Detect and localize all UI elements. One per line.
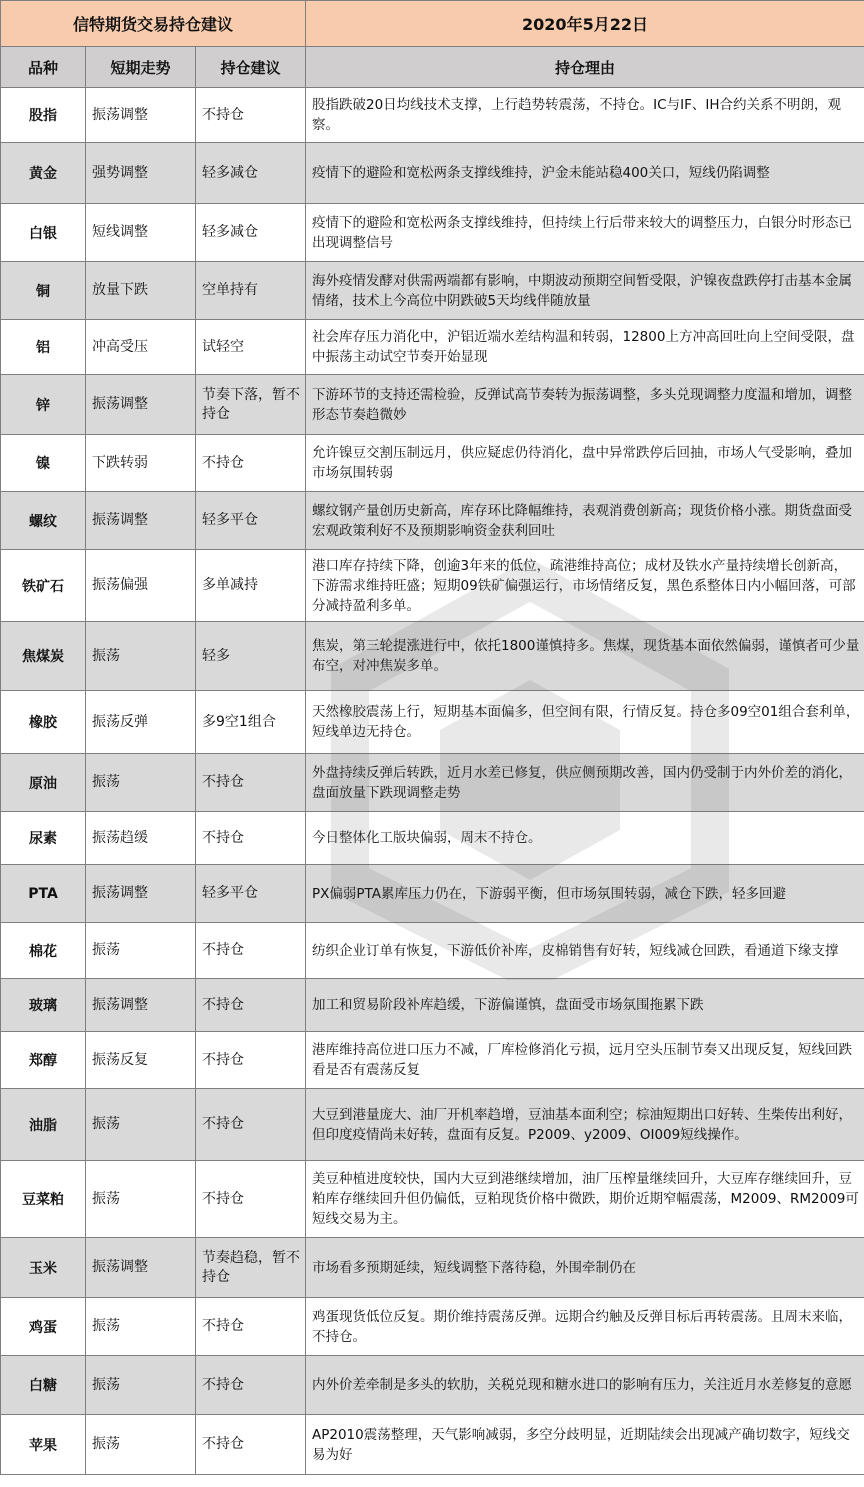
advice-cell: 不持仓: [196, 1415, 306, 1475]
variety-cell: 鸡蛋: [1, 1298, 86, 1356]
advice-cell: 多9空1组合: [196, 691, 306, 754]
trend-cell: 振荡调整: [86, 979, 196, 1032]
advice-cell: 不持仓: [196, 754, 306, 812]
table-row: [1, 1089, 864, 1161]
reason-cell: 疫情下的避险和宽松两条支撑线维持，沪金未能站稳400关口，短线仍陷调整: [306, 143, 864, 204]
table-row: [1, 88, 864, 143]
trend-cell: 振荡调整: [86, 375, 196, 435]
advice-cell: 不持仓: [196, 1089, 306, 1161]
trend-cell: 振荡反复: [86, 1032, 196, 1089]
table-row: [1, 550, 864, 622]
variety-cell: 尿素: [1, 812, 86, 865]
variety-cell: 铁矿石: [1, 550, 86, 622]
advice-cell: 不持仓: [196, 1161, 306, 1238]
table-row: [1, 923, 864, 979]
table-row: [1, 143, 864, 204]
trend-cell: 下跌转弱: [86, 435, 196, 492]
trend-cell: 振荡调整: [86, 88, 196, 143]
trend-cell: 振荡趋缓: [86, 812, 196, 865]
variety-cell: 棉花: [1, 923, 86, 979]
trend-cell: 振荡调整: [86, 492, 196, 550]
trend-cell: 振荡调整: [86, 865, 196, 923]
advice-cell: 多单减持: [196, 550, 306, 622]
advice-cell: 不持仓: [196, 1032, 306, 1089]
variety-cell: 白糖: [1, 1356, 86, 1415]
variety-cell: 玻璃: [1, 979, 86, 1032]
variety-cell: 原油: [1, 754, 86, 812]
trend-cell: 强势调整: [86, 143, 196, 204]
reason-cell: 纺织企业订单有恢复，下游低价补库，皮棉销售有好转，短线减仓回跌，看通道下缘支撑: [306, 923, 864, 979]
table-row: [1, 1298, 864, 1356]
header-trend: 短期走势: [86, 47, 196, 88]
trend-cell: 振荡: [86, 1161, 196, 1238]
table-row: [1, 979, 864, 1032]
reason-cell: 大豆到港量庞大、油厂开机率趋增，豆油基本面利空；棕油短期出口好转、生柴传出利好，但印度疫情尚未好转，盘面有反复。P2009、y2009、OI009短线操作。: [306, 1089, 864, 1161]
advice-cell: 不持仓: [196, 435, 306, 492]
advice-cell: 节奏趋稳，暂不持仓: [196, 1238, 306, 1298]
reason-cell: 螺纹钢产量创历史新高，库存环比降幅维持，表观消费创新高；现货价格小涨。期货盘面受宏观政策利好不及预期影响资金获利回吐: [306, 492, 864, 550]
table-row: [1, 492, 864, 550]
header-advice: 持仓建议: [196, 47, 306, 88]
table-row: [1, 1161, 864, 1238]
reason-cell: 内外价差牵制是多头的软肋，关税兑现和糖水进口的影响有压力，关注近月水差修复的意愿: [306, 1356, 864, 1415]
table-row: [1, 691, 864, 754]
header-reason: 持仓理由: [306, 47, 864, 88]
table-row: [1, 622, 864, 691]
table-row: [1, 865, 864, 923]
table-row: [1, 262, 864, 320]
advice-cell: 不持仓: [196, 88, 306, 143]
reason-cell: PX偏弱PTA累库压力仍在，下游弱平衡，但市场氛围转弱，减仓下跌，轻多回避: [306, 865, 864, 923]
table-row: [1, 320, 864, 375]
table-row: [1, 1032, 864, 1089]
trend-cell: 短线调整: [86, 204, 196, 262]
table-row: [1, 204, 864, 262]
trend-cell: 振荡: [86, 622, 196, 691]
reason-cell: 美豆种植进度较快，国内大豆到港继续增加，油厂压榨量继续回升，大豆库存继续回升，豆粕库存继续回升但仍偏低，豆粕现货价格中微跌，期价近期窄幅震荡，M2009、RM2009可短线交易为主。: [306, 1161, 864, 1238]
variety-cell: 焦煤炭: [1, 622, 86, 691]
variety-cell: 油脂: [1, 1089, 86, 1161]
reason-cell: 股指跌破20日均线技术支撑，上行趋势转震荡，不持仓。IC与IF、IH合约关系不明朗，观察。: [306, 88, 864, 143]
reason-cell: 港口库存持续下降，创逾3年来的低位，疏港维持高位；成材及铁水产量持续增长创新高，下游需求维持旺盛；短期09铁矿偏强运行，市场情绪反复，黑色系整体日内小幅回落，可部分减持盈利多单。: [306, 550, 864, 622]
table-row: [1, 1238, 864, 1298]
trend-cell: 振荡: [86, 1298, 196, 1356]
title-row: [1, 1, 864, 47]
advice-cell: 轻多减仓: [196, 204, 306, 262]
report-title: 信特期货交易持仓建议: [1, 1, 306, 47]
trend-cell: 振荡调整: [86, 1238, 196, 1298]
trend-cell: 振荡反弹: [86, 691, 196, 754]
report-date: 2020年5月22日: [306, 1, 864, 47]
advice-cell: 不持仓: [196, 1356, 306, 1415]
trend-cell: 振荡: [86, 923, 196, 979]
reason-cell: 外盘持续反弹后转跌，近月水差已修复，供应侧预期改善，国内仍受制于内外价差的消化，盘面放量下跌现调整走势: [306, 754, 864, 812]
table-row: [1, 754, 864, 812]
variety-cell: 橡胶: [1, 691, 86, 754]
variety-cell: 股指: [1, 88, 86, 143]
reason-cell: 焦炭，第三轮提涨进行中，依托1800谨慎持多。焦煤，现货基本面依然偏弱，谨慎者可少量布空，对冲焦炭多单。: [306, 622, 864, 691]
header-row: [1, 47, 864, 88]
advice-cell: 轻多减仓: [196, 143, 306, 204]
table-row: [1, 812, 864, 865]
advice-cell: 节奏下落，暂不持仓: [196, 375, 306, 435]
advice-cell: 轻多: [196, 622, 306, 691]
variety-cell: 白银: [1, 204, 86, 262]
header-variety: 品种: [1, 47, 86, 88]
variety-cell: 铝: [1, 320, 86, 375]
table-row: [1, 1415, 864, 1475]
variety-cell: PTA: [1, 865, 86, 923]
reason-cell: 鸡蛋现货低位反复。期价维持震荡反弹。远期合约触及反弹目标后再转震荡。且周末来临，不持仓。: [306, 1298, 864, 1356]
reason-cell: 允许镍豆交割压制远月，供应疑虑仍待消化，盘中异常跌停后回抽，市场人气受影响，叠加市场氛围转弱: [306, 435, 864, 492]
trend-cell: 振荡: [86, 1089, 196, 1161]
trend-cell: 振荡偏强: [86, 550, 196, 622]
reason-cell: 海外疫情发酵对供需两端都有影响，中期波动预期空间暂受限，沪镍夜盘跌停打击基本金属情绪，技术上今高位中阴跌破5天均线伴随放量: [306, 262, 864, 320]
advice-cell: 不持仓: [196, 923, 306, 979]
variety-cell: 黄金: [1, 143, 86, 204]
advice-cell: 不持仓: [196, 979, 306, 1032]
reason-cell: 市场看多预期延续，短线调整下落待稳，外围牵制仍在: [306, 1238, 864, 1298]
trend-cell: 振荡: [86, 754, 196, 812]
trend-cell: 振荡: [86, 1415, 196, 1475]
table-row: [1, 1356, 864, 1415]
advice-cell: 试轻空: [196, 320, 306, 375]
variety-cell: 锌: [1, 375, 86, 435]
trend-cell: 冲高受压: [86, 320, 196, 375]
advice-cell: 不持仓: [196, 1298, 306, 1356]
variety-cell: 玉米: [1, 1238, 86, 1298]
variety-cell: 苹果: [1, 1415, 86, 1475]
advice-cell: 空单持有: [196, 262, 306, 320]
reason-cell: 今日整体化工版块偏弱，周末不持仓。: [306, 812, 864, 865]
advice-cell: 轻多平仓: [196, 865, 306, 923]
reason-cell: 港库维持高位进口压力不减，厂库检修消化亏损，远月空头压制节奏又出现反复，短线回跌看是否有震荡反复: [306, 1032, 864, 1089]
trend-cell: 振荡: [86, 1356, 196, 1415]
reason-cell: 社会库存压力消化中，沪铝近端水差结构温和转弱，12800上方冲高回吐向上空间受限，盘中振荡主动试空节奏开始显现: [306, 320, 864, 375]
table-row: [1, 435, 864, 492]
table-row: [1, 375, 864, 435]
variety-cell: 豆菜粕: [1, 1161, 86, 1238]
reason-cell: 疫情下的避险和宽松两条支撑线维持，但持续上行后带来较大的调整压力，白银分时形态已出现调整信号: [306, 204, 864, 262]
variety-cell: 镍: [1, 435, 86, 492]
advice-cell: 轻多平仓: [196, 492, 306, 550]
variety-cell: 郑醇: [1, 1032, 86, 1089]
reason-cell: AP2010震荡整理，天气影响减弱，多空分歧明显，近期陆续会出现减产确切数字，短线交易为好: [306, 1415, 864, 1475]
variety-cell: 铜: [1, 262, 86, 320]
variety-cell: 螺纹: [1, 492, 86, 550]
trend-cell: 放量下跌: [86, 262, 196, 320]
advice-cell: 不持仓: [196, 812, 306, 865]
reason-cell: 加工和贸易阶段补库趋缓，下游偏谨慎，盘面受市场氛围拖累下跌: [306, 979, 864, 1032]
reason-cell: 下游环节的支持还需检验，反弹试高节奏转为振荡调整，多头兑现调整力度温和增加，调整形态节奏趋微妙: [306, 375, 864, 435]
reason-cell: 天然橡胶震荡上行，短期基本面偏多，但空间有限，行情反复。持仓多09空01组合套利单，短线单边无持仓。: [306, 691, 864, 754]
